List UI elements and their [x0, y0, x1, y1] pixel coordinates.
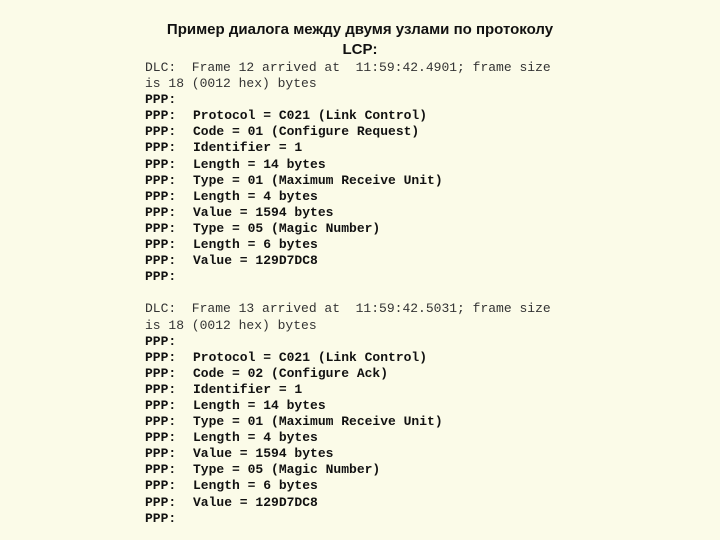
ppp-field-text: Type = 01 (Maximum Receive Unit)	[193, 414, 443, 430]
ppp-tag: PPP:	[145, 462, 177, 478]
ppp-line	[145, 221, 590, 237]
ppp-tag: PPP:	[145, 478, 177, 494]
ppp-field-text: Protocol = C021 (Link Control)	[193, 349, 428, 365]
frame-header-line: is 18 (0012 hex) bytes	[145, 76, 317, 92]
ppp-line	[145, 366, 590, 382]
ppp-field-text: Code = 01 (Configure Request)	[193, 124, 420, 140]
ppp-tag: PPP:	[145, 156, 177, 172]
ppp-field-text: Length = 4 bytes	[193, 430, 318, 446]
ppp-tag: PPP:	[145, 494, 177, 510]
ppp-line	[145, 108, 590, 124]
ppp-field-text: Length = 14 bytes	[193, 397, 326, 413]
frame-header-line: is 18 (0012 hex) bytes	[145, 317, 317, 333]
frame-listing	[145, 60, 590, 527]
ppp-tag: PPP:	[145, 108, 177, 124]
ppp-field-text: Length = 14 bytes	[193, 156, 326, 172]
ppp-field-text: Identifier = 1	[193, 140, 303, 156]
ppp-field-text: Code = 02 (Configure Ack)	[193, 365, 389, 381]
ppp-tag: PPP:	[145, 204, 177, 220]
ppp-tag: PPP:	[145, 124, 177, 140]
ppp-line	[145, 398, 590, 414]
ppp-tag: PPP:	[145, 92, 177, 108]
ppp-field-text: Identifier = 1	[193, 381, 303, 397]
ppp-tag: PPP:	[145, 446, 177, 462]
ppp-field-text: Length = 6 bytes	[193, 237, 318, 253]
ppp-line	[145, 478, 590, 494]
ppp-field-text: Value = 129D7DC8	[193, 253, 318, 269]
ppp-field-text: Type = 05 (Magic Number)	[193, 220, 381, 236]
ppp-tag: PPP:	[145, 397, 177, 413]
ppp-line	[145, 92, 590, 108]
ppp-tag: PPP:	[145, 172, 177, 188]
ppp-line	[145, 414, 590, 430]
ppp-line	[145, 124, 590, 140]
ppp-line	[145, 205, 590, 221]
ppp-field-text: Length = 4 bytes	[193, 188, 318, 204]
ppp-line	[145, 269, 590, 285]
ppp-tag: PPP:	[145, 333, 177, 349]
ppp-tag: PPP:	[145, 414, 177, 430]
ppp-field-text: Value = 129D7DC8	[193, 494, 318, 510]
frame-block	[145, 301, 590, 526]
ppp-tag: PPP:	[145, 365, 177, 381]
ppp-line	[145, 334, 590, 350]
ppp-field-text: Type = 05 (Magic Number)	[193, 462, 381, 478]
page-title-line-1: Пример диалога между двумя узлами по протоколу	[166, 21, 554, 38]
ppp-field-text: Length = 6 bytes	[193, 478, 318, 494]
page-title-line-2: LCP:	[342, 41, 378, 58]
ppp-tag: PPP:	[145, 349, 177, 365]
ppp-line	[145, 157, 590, 173]
ppp-tag: PPP:	[145, 140, 177, 156]
ppp-line	[145, 495, 590, 511]
ppp-tag: PPP:	[145, 381, 177, 397]
ppp-line	[145, 253, 590, 269]
ppp-line	[145, 446, 590, 462]
frame-block	[145, 60, 590, 285]
ppp-field-text: Type = 01 (Maximum Receive Unit)	[193, 172, 443, 188]
page-title	[0, 20, 720, 60]
ppp-line	[145, 237, 590, 253]
ppp-tag: PPP:	[145, 237, 177, 253]
frame-separator	[145, 285, 590, 301]
ppp-tag: PPP:	[145, 188, 177, 204]
ppp-field-text: Value = 1594 bytes	[193, 204, 334, 220]
ppp-tag: PPP:	[145, 510, 177, 526]
ppp-tag: PPP:	[145, 430, 177, 446]
frame-header-line: DLC: Frame 12 arrived at 11:59:42.4901; frame size	[145, 60, 551, 75]
ppp-line	[145, 189, 590, 205]
ppp-tag: PPP:	[145, 220, 177, 236]
ppp-line	[145, 350, 590, 366]
ppp-line	[145, 173, 590, 189]
ppp-field-text: Protocol = C021 (Link Control)	[193, 108, 428, 124]
frame-header-line: DLC: Frame 13 arrived at 11:59:42.5031; frame size	[145, 301, 551, 317]
ppp-line	[145, 140, 590, 156]
ppp-line	[145, 462, 590, 478]
ppp-line	[145, 430, 590, 446]
ppp-field-text: Value = 1594 bytes	[193, 446, 334, 462]
ppp-line	[145, 382, 590, 398]
ppp-line	[145, 511, 590, 527]
ppp-tag: PPP:	[145, 269, 177, 285]
ppp-tag: PPP:	[145, 253, 177, 269]
